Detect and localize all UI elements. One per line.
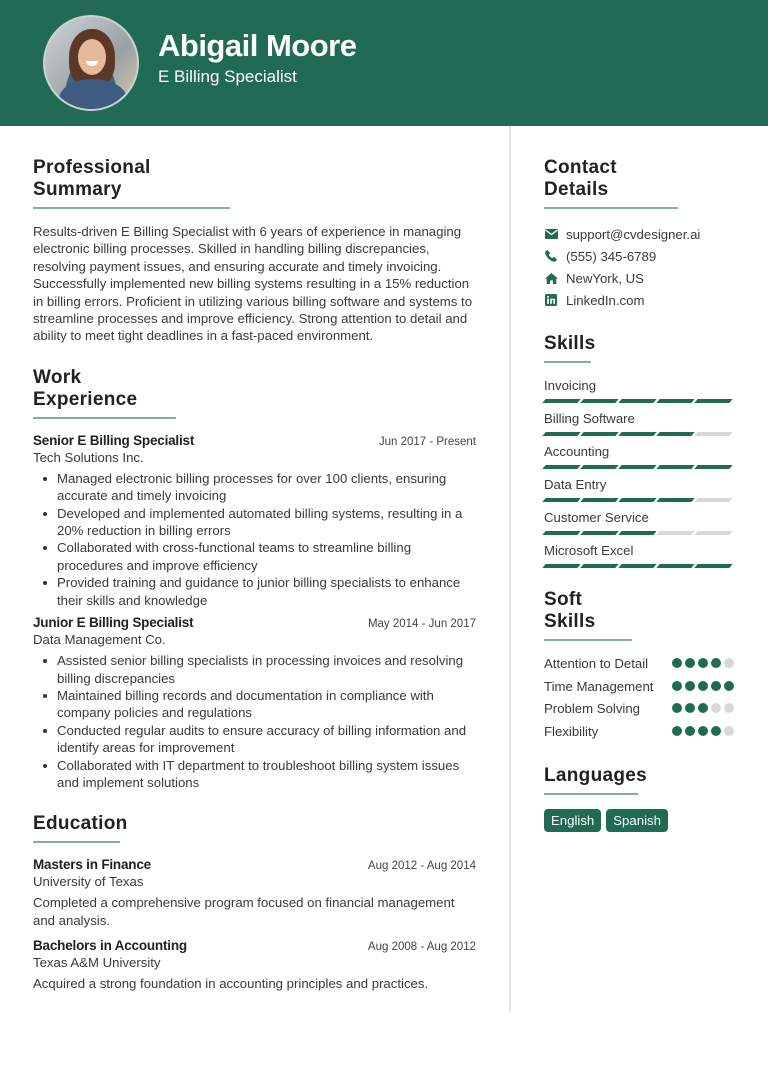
skill-segment-filled (618, 465, 656, 469)
skill-segment-filled (580, 531, 618, 535)
rating-dot-filled-icon (672, 726, 682, 736)
job-title: Senior E Billing Specialist (33, 432, 195, 448)
contact-linkedin[interactable] (544, 289, 734, 311)
section-title-education: Education (33, 813, 120, 843)
job-bullet: Conducted regular audits to ensure accuracy of billing information and identify areas for improvement (57, 722, 476, 757)
skill-item (544, 509, 734, 535)
job-bullets (33, 470, 476, 609)
skill-segment-filled (580, 564, 618, 568)
skills-list (544, 377, 734, 568)
skill-segment-filled (656, 498, 694, 502)
skill-segment-filled (580, 498, 618, 502)
soft-skill-item (544, 655, 734, 673)
job-entry (33, 615, 476, 791)
degree-title: Bachelors in Accounting (33, 938, 187, 954)
rating-dot-filled-icon (711, 658, 721, 668)
language-tag: English (544, 809, 601, 832)
skill-segment-filled (618, 399, 656, 403)
job-bullet: Developed and implemented automated billing systems, resulting in a 20% reduction in billing errors (57, 505, 476, 540)
skill-segment-filled (542, 399, 580, 403)
skill-segment-filled (580, 399, 618, 403)
section-title-soft-skills: Soft Skills (544, 589, 632, 641)
contact-email-text: support@cvdesigner.ai (566, 226, 701, 242)
rating-dot-filled-icon (685, 703, 695, 713)
section-title-work: Work Experience (33, 367, 176, 419)
rating-dot-empty-icon (724, 658, 734, 668)
skill-name: Billing Software (544, 411, 635, 426)
skill-item (544, 542, 734, 568)
skill-level-bar (544, 498, 734, 502)
skill-segment-filled (542, 498, 580, 502)
candidate-name: Abigail Moore (158, 28, 357, 63)
rating-dot-filled-icon (711, 726, 721, 736)
education-description: Acquired a strong foundation in accounting principles and practices. (33, 976, 429, 992)
job-company: Tech Solutions Inc. (33, 449, 144, 465)
skill-segment-filled (542, 432, 580, 436)
soft-skill-rating (672, 658, 734, 668)
job-bullet: Maintained billing records and documentation in compliance with company policies and regulations (57, 687, 476, 722)
skill-level-bar (544, 564, 734, 568)
rating-dot-empty-icon (711, 703, 721, 713)
phone-icon (544, 249, 558, 263)
soft-skill-rating (672, 681, 734, 691)
rating-dot-empty-icon (724, 703, 734, 713)
skill-level-bar (544, 531, 734, 535)
soft-skill-item (544, 700, 734, 718)
skill-segment-filled (580, 432, 618, 436)
rating-dot-filled-icon (672, 658, 682, 668)
skill-segment-filled (656, 432, 694, 436)
rating-dot-filled-icon (698, 726, 708, 736)
rating-dot-filled-icon (685, 726, 695, 736)
skill-segment-filled (618, 564, 656, 568)
skill-name: Invoicing (544, 378, 597, 393)
soft-skill-name: Attention to Detail (544, 656, 649, 671)
skill-segment-empty (656, 531, 694, 535)
contact-location-text: NewYork, US (566, 270, 644, 286)
job-entry (33, 433, 476, 609)
job-company: Data Management Co. (33, 632, 166, 648)
section-title-languages: Languages (544, 765, 638, 795)
skill-segment-filled (542, 564, 580, 568)
job-bullet: Collaborated with IT department to troubleshoot billing system issues and implement solutions (57, 757, 476, 792)
sidebar-column (544, 157, 734, 832)
section-title-contact: Contact Details (544, 157, 678, 209)
rating-dot-filled-icon (685, 681, 695, 691)
avatar-body (59, 79, 127, 111)
soft-skill-item (544, 723, 734, 741)
skill-level-bar (544, 432, 734, 436)
linkedin-icon (544, 293, 558, 307)
contact-phone[interactable] (544, 245, 734, 267)
skill-segment-empty (694, 531, 732, 535)
skill-name: Customer Service (544, 510, 649, 525)
section-title-summary: Professional Summary (33, 157, 230, 209)
job-bullet: Assisted senior billing specialists in processing invoices and resolving billing discrepancies (57, 652, 476, 687)
degree-title: Masters in Finance (33, 857, 151, 873)
soft-skill-name: Time Management (544, 678, 654, 694)
school-name: Texas A&M University (33, 955, 161, 971)
skill-segment-filled (656, 465, 694, 469)
skill-segment-filled (618, 432, 656, 436)
rating-dot-filled-icon (672, 703, 682, 713)
skill-segment-filled (542, 465, 580, 469)
main-column (33, 157, 476, 1002)
contact-phone-text: (555) 345-6789 (566, 248, 657, 264)
rating-dot-filled-icon (698, 681, 708, 691)
skill-item (544, 410, 734, 436)
summary-text: Results-driven E Billing Specialist with 6 years of experience in managing electronic billing processes. Skilled in handling billing discrepancies, resolving payment issues, and ensuring accurate and timely invoicing. Successfully implemented new billing systems resulting in a 15% reduction in billing errors. Proficient in utilizing various billing software and systems to streamline processes and improve efficiency. Strong attention to detail and ability to meet tight deadlines in a fast-paced environment. (33, 224, 473, 344)
resume-header (0, 0, 768, 126)
skill-segment-filled (656, 564, 694, 568)
skill-name: Data Entry (544, 477, 607, 492)
soft-skill-rating (672, 726, 734, 736)
section-title-skills: Skills (544, 333, 591, 363)
education-date: Aug 2008 - Aug 2012 (367, 941, 476, 954)
education-date: Aug 2012 - Aug 2014 (367, 860, 476, 873)
job-bullets (33, 652, 476, 791)
skill-segment-empty (694, 498, 732, 502)
contact-linkedin-text: LinkedIn.com (566, 292, 645, 308)
skill-name: Accounting (544, 444, 610, 459)
skill-item (544, 443, 734, 469)
job-title: Junior E Billing Specialist (33, 615, 194, 631)
skill-level-bar (544, 399, 734, 403)
job-bullet: Collaborated with cross-functional teams to streamline billing procedures and improve efficiency (57, 539, 476, 574)
skill-segment-filled (580, 465, 618, 469)
skill-segment-filled (694, 564, 732, 568)
school-name: University of Texas (33, 874, 144, 890)
soft-skill-name: Flexibility (544, 723, 599, 739)
avatar (43, 15, 139, 111)
job-date: Jun 2017 - Present (378, 435, 476, 448)
skill-segment-filled (694, 465, 732, 469)
envelope-icon (544, 227, 558, 241)
rating-dot-filled-icon (698, 658, 708, 668)
skill-segment-filled (618, 498, 656, 502)
contact-email[interactable] (544, 223, 734, 245)
skill-segment-filled (618, 531, 656, 535)
rating-dot-filled-icon (685, 658, 695, 668)
skill-segment-filled (694, 399, 732, 403)
job-bullet: Managed electronic billing processes for over 100 clients, ensuring accurate and timely invoicing (57, 470, 476, 505)
skill-level-bar (544, 465, 734, 469)
skill-segment-empty (694, 432, 732, 436)
languages-list (544, 809, 734, 832)
soft-skill-rating (672, 703, 734, 713)
avatar-face (78, 39, 106, 75)
rating-dot-filled-icon (672, 681, 682, 691)
skill-item (544, 476, 734, 502)
contact-list (544, 223, 734, 311)
education-description: Completed a comprehensive program focused on financial management and analysis. (33, 895, 455, 928)
job-bullet: Provided training and guidance to junior billing specialists to enhance their skills and knowledge (57, 574, 476, 609)
skill-segment-filled (656, 399, 694, 403)
column-divider (509, 126, 511, 1012)
soft-skill-name: Problem Solving (544, 701, 641, 716)
language-tag: Spanish (606, 809, 668, 832)
education-entry (33, 938, 476, 992)
skill-segment-filled (542, 531, 580, 535)
rating-dot-filled-icon (711, 681, 721, 691)
soft-skill-item (544, 678, 734, 696)
job-date: May 2014 - Jun 2017 (367, 618, 476, 631)
skill-name: Microsoft Excel (544, 543, 634, 558)
rating-dot-filled-icon (698, 703, 708, 713)
contact-location (544, 267, 734, 289)
rating-dot-empty-icon (724, 726, 734, 736)
education-entry (33, 857, 476, 929)
candidate-role: E Billing Specialist (158, 67, 297, 86)
soft-skills-list (544, 655, 734, 740)
rating-dot-filled-icon (724, 681, 734, 691)
home-icon (544, 271, 558, 285)
skill-item (544, 377, 734, 403)
